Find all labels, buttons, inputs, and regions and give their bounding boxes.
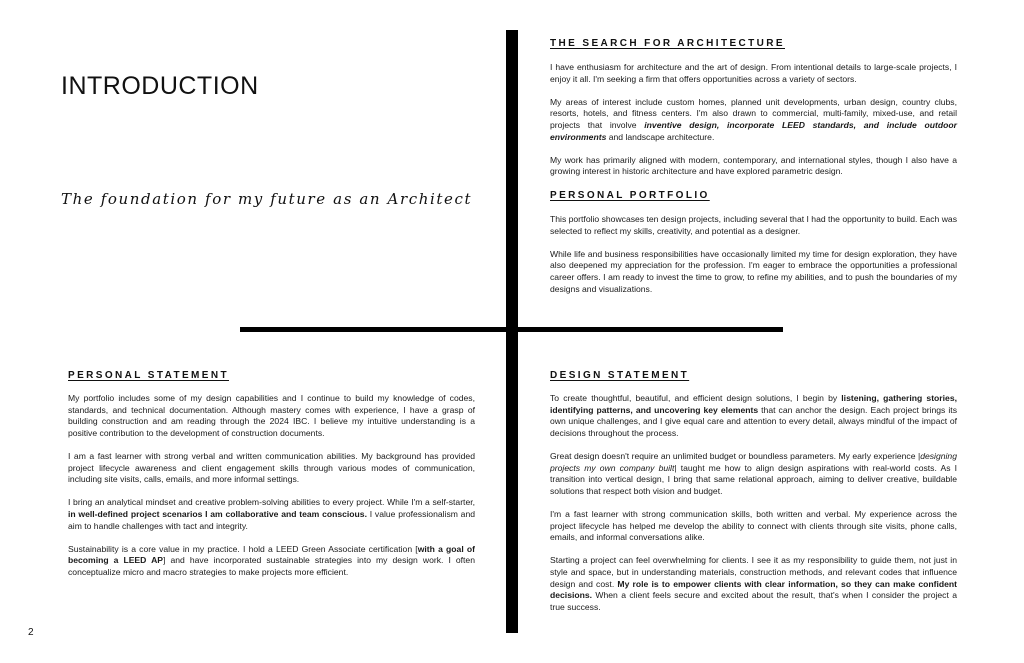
portfolio-paragraph-1: This portfolio showcases ten design projects, including several that I had the opportunity to build. Each was selected to reflect my skills, creativity, and potential as a designer. bbox=[550, 214, 958, 236]
personal-heading: PERSONAL STATEMENT bbox=[68, 370, 229, 381]
page-number: 2 bbox=[28, 627, 34, 638]
portfolio-heading: PERSONAL PORTFOLIO bbox=[550, 190, 710, 201]
horizontal-divider bbox=[240, 327, 783, 332]
design-section bbox=[550, 393, 957, 625]
personal-section bbox=[68, 393, 475, 590]
personal-paragraph-2: I am a fast learner with strong verbal and written communication abilities. My background has provided project lifecycle awareness and client engagement skills through various modes of communication, including site visits, calls, emails, and more informal settings. bbox=[68, 450, 475, 485]
design-heading: DESIGN STATEMENT bbox=[550, 370, 690, 381]
portfolio-section bbox=[550, 214, 957, 307]
search-paragraph-3: My work has primarily aligned with modern, contemporary, and international styles, though I also have a growing interest in historic architecture and have explored parametric design. bbox=[550, 154, 957, 177]
emphasis-text: in well-defined project scenarios I am collaborative and team conscious. bbox=[68, 508, 367, 519]
page-title: INTRODUCTION bbox=[61, 72, 259, 100]
portfolio-paragraph-2: While life and business responsibilities have occasionally limited my time for design exploration, they have also deepened my appreciation for the profession. I'm eager to embrace the opportunities a professional career offers. I am ready to invest the time to grow, to refine my abilities, and to push the boundaries of my designs and visualizations. bbox=[550, 248, 957, 294]
design-paragraph-3: I'm a fast learner with strong communication skills, both written and verbal. My experience across the project lifecycle has helped me develop the ability to connect with clients through site visits, phone calls, emails, and informal conversations alike. bbox=[550, 508, 957, 543]
emphasis-text: inventive design, incorporate LEED standards, and include outdoor environments bbox=[550, 119, 957, 142]
personal-paragraph-4 bbox=[68, 544, 475, 579]
text-span: Great design doesn't require an unlimited budget or boundless parameters. My early experience | bbox=[550, 450, 921, 461]
text-span: When a client feels secure and excited about the result, that's when I consider the project a true success. bbox=[550, 590, 957, 612]
text-span: and landscape architecture. bbox=[606, 131, 715, 142]
search-heading: THE SEARCH FOR ARCHITECTURE bbox=[550, 38, 785, 49]
emphasis-text: My role is to empower clients with clear information, so they can make confident decisions. bbox=[550, 578, 957, 601]
design-paragraph-2 bbox=[550, 451, 957, 497]
search-paragraph-1: I have enthusiasm for architecture and the art of design. From intentional details to large-scale projects, I enjoy it all. I'm seeking a firm that offers opportunities across a variety of sectors. bbox=[550, 62, 957, 84]
emphasis-text: with a goal of becoming a LEED AP bbox=[68, 543, 476, 566]
text-span: My areas of interest include custom homes, planned unit developments, urban design, country clubs, resorts, hotels, and fitness centers. I'm also drawn to commercial, multi-family, mixed-use, and retail projects that involve bbox=[550, 96, 957, 130]
text-span: Sustainability is a core value in my practice. I hold a LEED Green Associate certification [ bbox=[68, 543, 418, 554]
emphasis-text: listening, gathering stories, identifying patterns, and uncovering key elements bbox=[550, 393, 957, 415]
text-span: | taught me how to align design aspirations with real-world costs. As I transition into vertical design, I bring that same relational approach, aiming to deliver creative, buildable solutions that respect both vision and budget. bbox=[550, 462, 957, 496]
emphasis-text: designing projects my own company built bbox=[550, 450, 957, 473]
personal-paragraph-3 bbox=[68, 497, 475, 532]
text-span: ] and have incorporated sustainable strategies into my design work. I often conceptualize micro and macro strategies to make projects more efficient. bbox=[68, 555, 475, 577]
text-span: I value professionalism and aim to handle challenges with tact and integrity. bbox=[68, 508, 475, 531]
text-span: Starting a project can feel overwhelming for clients. I see it as my responsibility to guide them, not just in style and space, but in understanding materials, construction methods, and relevant codes that influence design and cost. bbox=[550, 555, 957, 589]
search-paragraph-2 bbox=[550, 97, 957, 143]
design-paragraph-4 bbox=[550, 555, 957, 613]
personal-paragraph-1: My portfolio includes some of my design capabilities and I continue to build my knowledge of codes, standards, and technical documentation. Although mastery comes with experience, I have a grasp of building construction and am reading through the 2024 IBC. I believe my intuitive understanding is a positive contribution to the development of construction documents. bbox=[68, 393, 475, 438]
search-section bbox=[550, 62, 957, 190]
tagline: The foundation for my future as an Architect bbox=[61, 190, 473, 208]
text-span: that can anchor the design. Each project brings its own unique challenges, and I give equal care and attention to every detail, always mindful of the impact of decisions throughout the process. bbox=[550, 404, 957, 438]
text-span: To create thoughtful, beautiful, and efficient design solutions, I begin by bbox=[550, 393, 842, 403]
text-span: I bring an analytical mindset and creative problem-solving abilities to every project. While I'm a self-starter, bbox=[68, 497, 475, 508]
design-paragraph-1 bbox=[550, 393, 957, 439]
